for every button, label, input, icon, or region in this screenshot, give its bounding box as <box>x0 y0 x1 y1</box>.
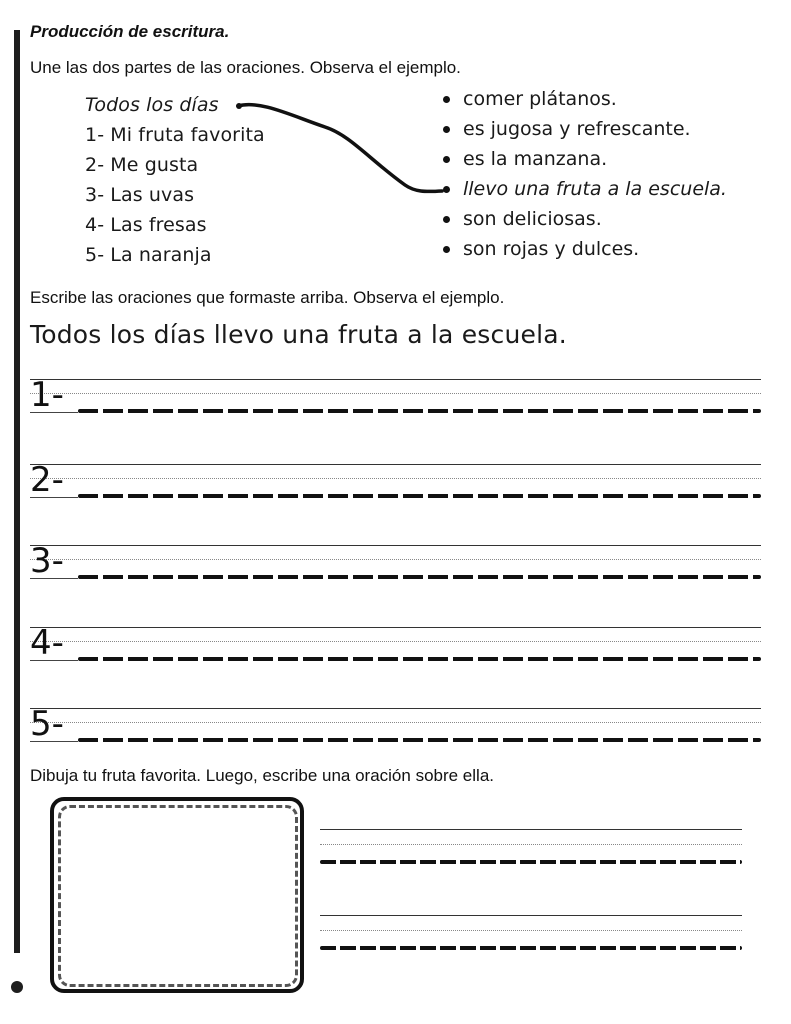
right-parts-list <box>443 84 727 264</box>
worksheet-title: Producción de escritura. <box>30 22 230 41</box>
right-part-a[interactable]: comer plátanos. <box>443 84 727 114</box>
writing-line-5[interactable] <box>30 704 761 744</box>
instruction-write: Escribe las oraciones que formaste arriba. Observa el ejemplo. <box>30 288 505 307</box>
left-part-2[interactable]: 2- Me gusta <box>85 154 199 176</box>
line-number: 1- <box>30 375 64 415</box>
left-part-4[interactable]: 4- Las fresas <box>85 214 207 236</box>
writing-line-3[interactable] <box>30 541 761 581</box>
line-number: 2- <box>30 460 64 500</box>
example-connector-line <box>230 90 450 200</box>
left-part-3[interactable]: 3- Las uvas <box>85 184 195 206</box>
example-sentence: Todos los días llevo una fruta a la escuela. <box>30 320 567 349</box>
writing-line-2[interactable] <box>30 460 761 500</box>
margin-bar <box>14 30 20 953</box>
left-part-5[interactable]: 5- La naranja <box>85 244 212 266</box>
right-part-b[interactable]: es jugosa y refrescante. <box>443 114 727 144</box>
left-part-example[interactable]: Todos los días <box>85 94 219 116</box>
right-part-example[interactable]: llevo una fruta a la escuela. <box>443 174 727 204</box>
writing-line-1[interactable] <box>30 375 761 415</box>
right-part-c[interactable]: es la manzana. <box>443 144 727 174</box>
instruction-draw: Dibuja tu fruta favorita. Luego, escribe una oración sobre ella. <box>30 766 494 785</box>
line-number: 5- <box>30 704 64 744</box>
line-number: 3- <box>30 541 64 581</box>
drawing-box-dashed-border <box>58 805 298 987</box>
left-part-1[interactable]: 1- Mi fruta favorita <box>85 124 265 146</box>
sentence-line-1[interactable] <box>320 829 742 863</box>
sentence-line-2[interactable] <box>320 915 742 949</box>
margin-dot <box>11 981 23 993</box>
instruction-match: Une las dos partes de las oraciones. Observa el ejemplo. <box>30 58 461 77</box>
line-number: 4- <box>30 623 64 663</box>
right-part-f[interactable]: son rojas y dulces. <box>443 234 727 264</box>
right-part-e[interactable]: son deliciosas. <box>443 204 727 234</box>
writing-line-4[interactable] <box>30 623 761 663</box>
